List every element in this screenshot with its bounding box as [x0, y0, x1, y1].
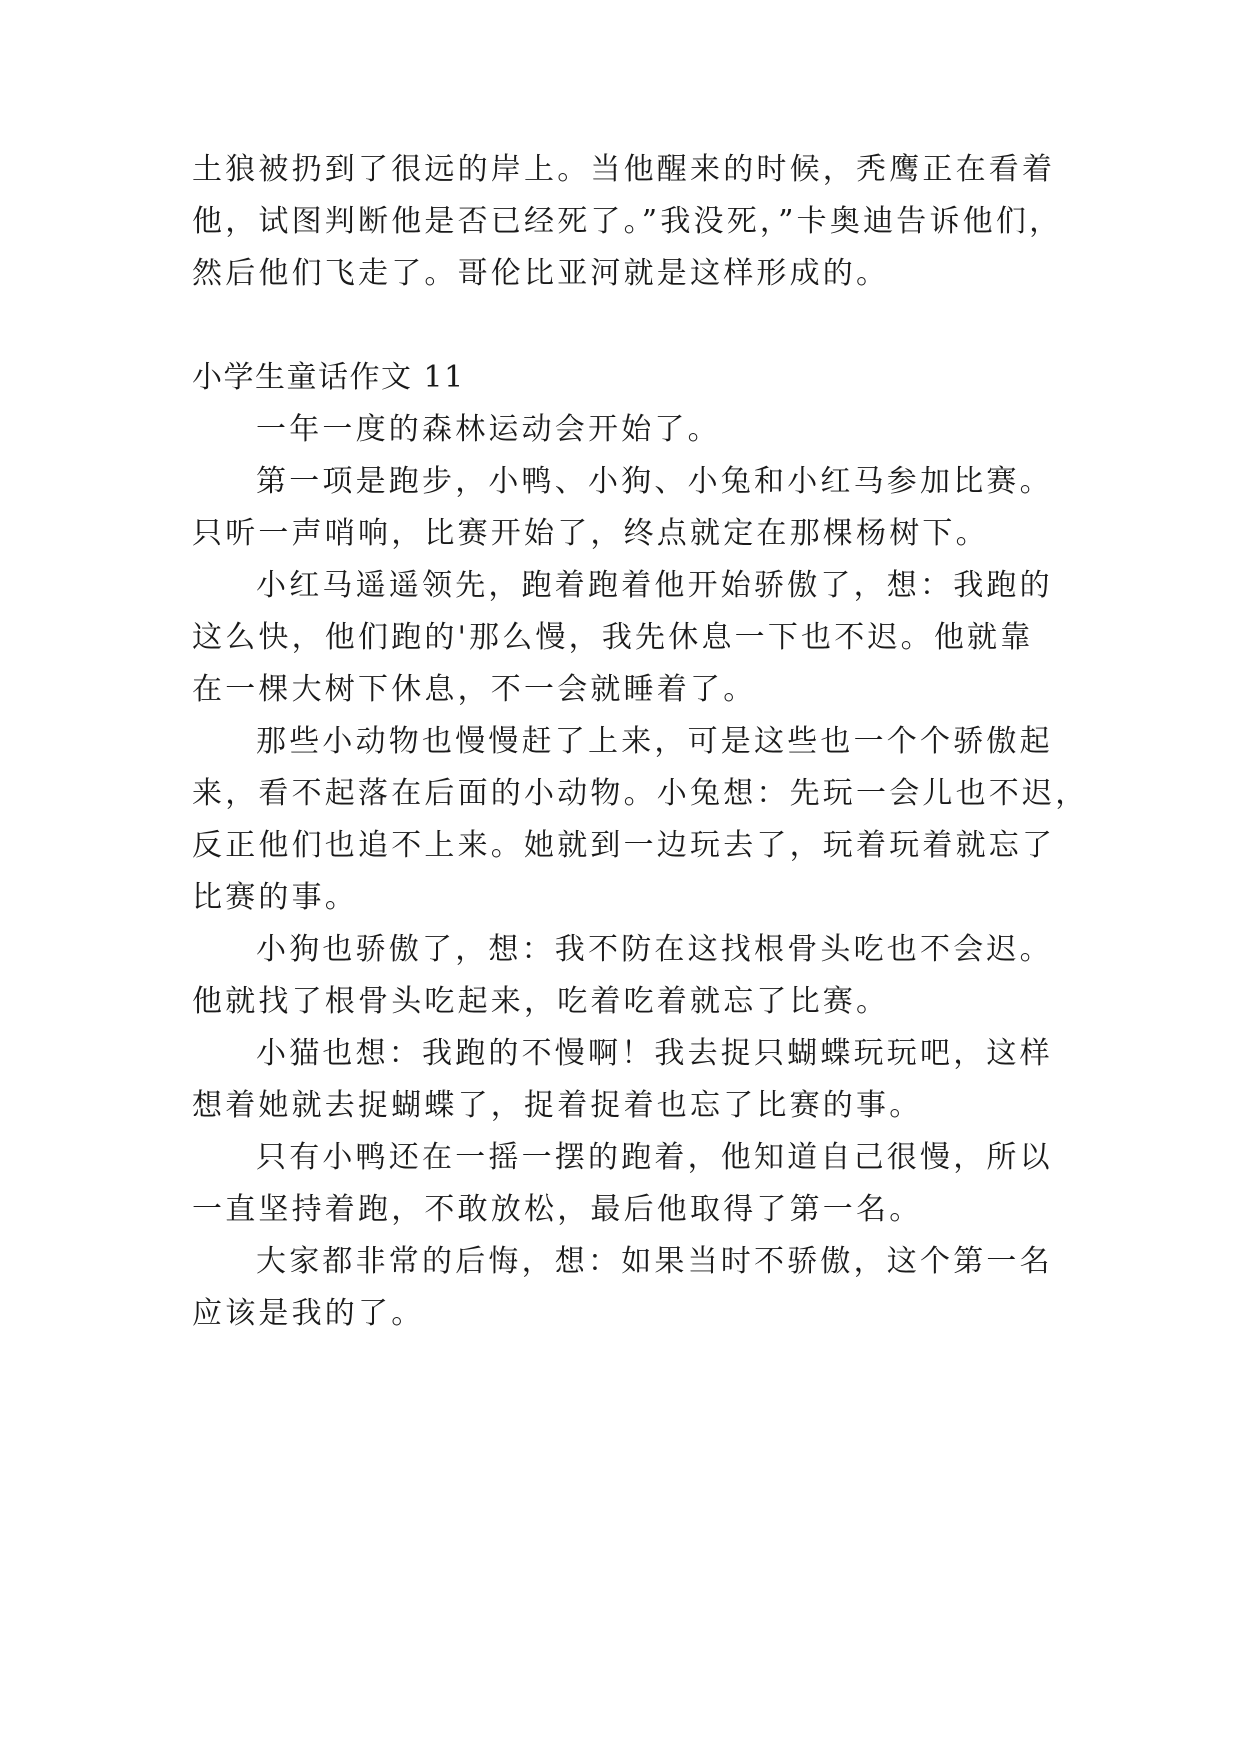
text-line: 土狼被扔到了很远的岸上。当他醒来的时候，秃鹰正在看着: [192, 152, 1056, 187]
text-line: 反正他们也追不上来。她就到一边玩去了，玩着玩着就忘了: [192, 828, 1056, 863]
section-title: 小学生童话作文 11: [192, 360, 465, 395]
text-line: 第一项是跑步，小鸭、小狗、小兔和小红马参加比赛。: [256, 464, 1053, 499]
text-line: 大家都非常的后悔，想：如果当时不骄傲，这个第一名: [256, 1244, 1053, 1279]
text-line: 一年一度的森林运动会开始了。: [256, 412, 721, 447]
text-line: 来，看不起落在后面的小动物。小兔想：先玩一会儿也不迟，: [192, 776, 1089, 811]
text-line: 那些小动物也慢慢赶了上来，可是这些也一个个骄傲起: [256, 724, 1053, 759]
text-line: 比赛的事。: [192, 880, 358, 915]
text-line: 只听一声哨响，比赛开始了，终点就定在那棵杨树下。: [192, 516, 989, 551]
text-line: 他，试图判断他是否已经死了。”我没死，”卡奥迪告诉他们，: [192, 204, 1063, 239]
text-line: 这么快，他们跑的'那么慢，我先休息一下也不迟。他就靠: [192, 620, 1034, 655]
text-line: 他就找了根骨头吃起来，吃着吃着就忘了比赛。: [192, 984, 890, 1019]
text-line: 想着她就去捉蝴蝶了，捉着捉着也忘了比赛的事。: [192, 1088, 923, 1123]
text-line: 应该是我的了。: [192, 1296, 425, 1331]
text-line: 小红马遥遥领先，跑着跑着他开始骄傲了，想：我跑的: [256, 568, 1053, 603]
text-line: 只有小鸭还在一摇一摆的跑着，他知道自己很慢，所以: [256, 1140, 1053, 1175]
text-line: 然后他们飞走了。哥伦比亚河就是这样形成的。: [192, 256, 890, 291]
text-line: 在一棵大树下休息，不一会就睡着了。: [192, 672, 757, 707]
text-line: 小狗也骄傲了，想：我不防在这找根骨头吃也不会迟。: [256, 932, 1053, 967]
text-line: 一直坚持着跑，不敢放松，最后他取得了第一名。: [192, 1192, 923, 1227]
text-line: 小猫也想：我跑的不慢啊！我去捉只蝴蝶玩玩吧，这样: [256, 1036, 1053, 1071]
